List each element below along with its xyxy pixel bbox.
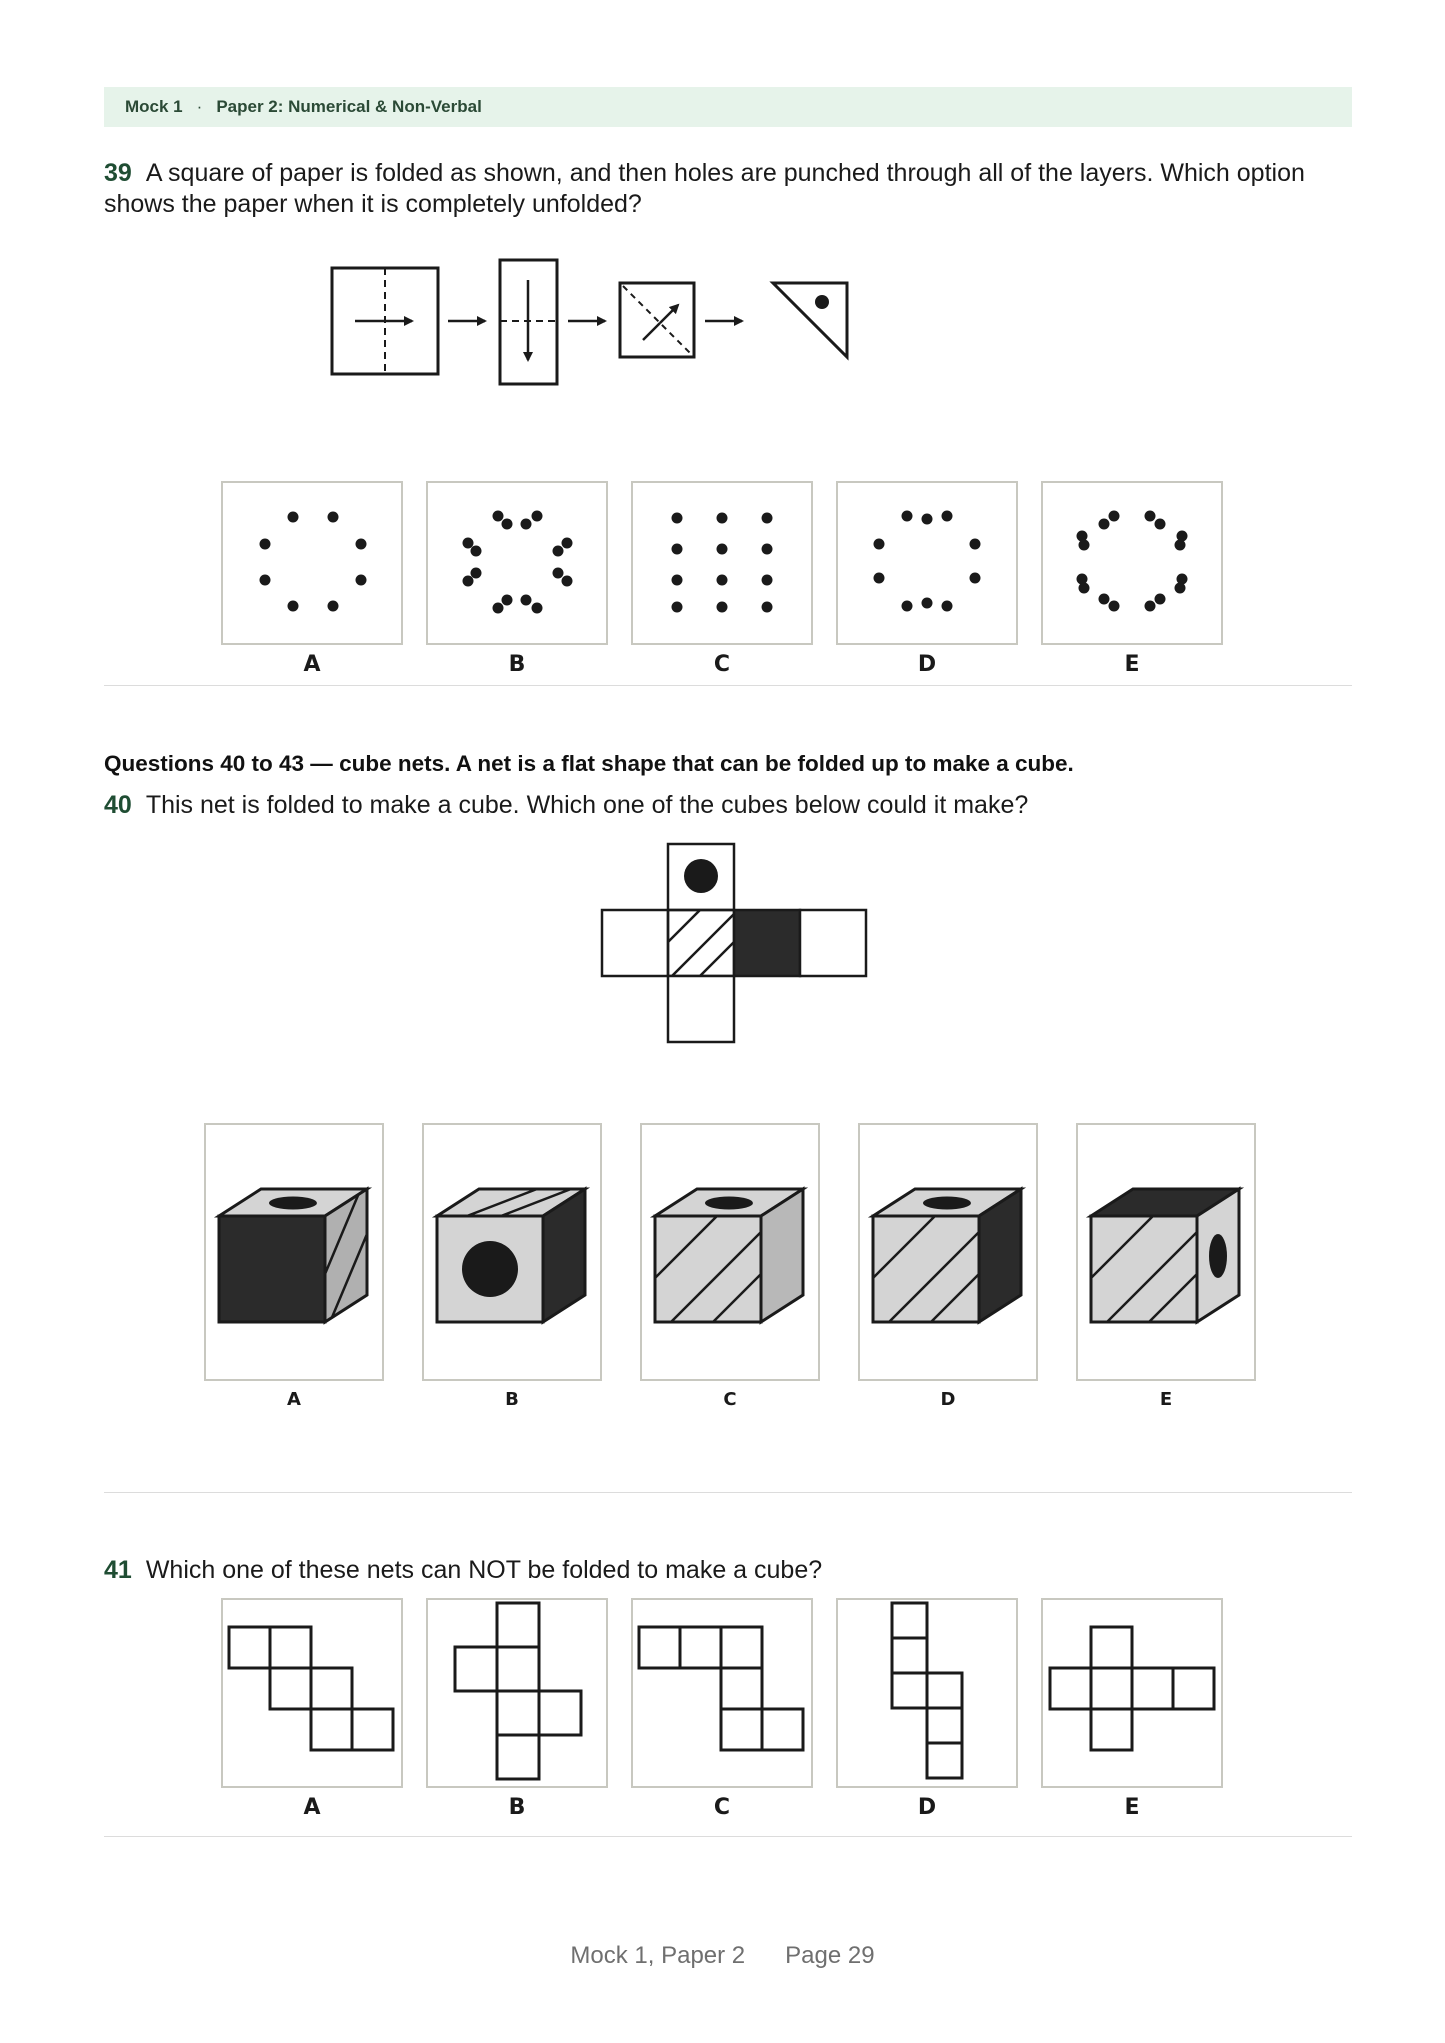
q41-options bbox=[215, 1595, 1235, 1825]
divider bbox=[104, 1492, 1352, 1493]
option-letter: A bbox=[303, 652, 321, 677]
question-text: A square of paper is folded as shown, and then holes are punched through all of the layers. Which option shows the paper when it is completely unfolded? bbox=[104, 159, 1305, 218]
option-letter: E bbox=[1159, 1389, 1173, 1410]
section-intro: Questions 40 to 43 — cube nets. A net is a flat shape that can be folded up to make a cube. bbox=[104, 751, 1074, 776]
question-text: This net is folded to make a cube. Which one of the cubes below could it make? bbox=[145, 791, 1029, 819]
option-letter: C bbox=[713, 1795, 731, 1820]
question-41 bbox=[104, 1555, 1354, 1586]
q39-option-c[interactable] bbox=[632, 482, 812, 677]
q41-option-a[interactable] bbox=[222, 1599, 402, 1820]
q40-options bbox=[200, 1120, 1260, 1420]
q41-option-b[interactable] bbox=[427, 1599, 607, 1820]
option-letter: B bbox=[505, 1389, 519, 1410]
fold-step-4-punched bbox=[773, 283, 847, 357]
question-number: 41 bbox=[104, 1556, 132, 1584]
option-letter: C bbox=[723, 1389, 737, 1410]
question-40 bbox=[104, 790, 1354, 821]
q40-option-a[interactable] bbox=[205, 1124, 383, 1410]
question-number: 39 bbox=[104, 159, 132, 187]
q40-option-c[interactable] bbox=[641, 1124, 819, 1410]
option-letter: D bbox=[917, 652, 937, 677]
folding-sequence-diagram bbox=[320, 250, 860, 400]
divider bbox=[104, 685, 1352, 686]
fold-step-1 bbox=[332, 268, 438, 374]
option-letter: B bbox=[508, 652, 526, 677]
q40-option-d[interactable] bbox=[859, 1124, 1037, 1410]
q39-option-d[interactable] bbox=[837, 482, 1017, 677]
option-letter: D bbox=[917, 1795, 937, 1820]
option-letter: C bbox=[713, 652, 731, 677]
page-footer bbox=[0, 1942, 1445, 1970]
option-letter: A bbox=[303, 1795, 321, 1820]
q39-options bbox=[215, 478, 1235, 683]
running-header bbox=[125, 97, 482, 117]
option-letter: E bbox=[1124, 1795, 1140, 1820]
q41-option-c[interactable] bbox=[632, 1599, 812, 1820]
header-mock: Mock 1 bbox=[125, 97, 183, 116]
footer-paper: Mock 1, Paper 2 bbox=[570, 1942, 746, 1969]
question-text: Which one of these nets can NOT be folded to make a cube? bbox=[145, 1556, 823, 1584]
option-letter: B bbox=[508, 1795, 526, 1820]
q40-option-b[interactable] bbox=[423, 1124, 601, 1410]
page-number: Page 29 bbox=[785, 1942, 875, 1969]
q40-option-e[interactable] bbox=[1077, 1124, 1255, 1410]
fold-step-3 bbox=[620, 283, 694, 357]
option-letter: D bbox=[940, 1389, 956, 1410]
question-number: 40 bbox=[104, 791, 132, 819]
header-separator: · bbox=[196, 97, 203, 116]
q39-option-a[interactable] bbox=[222, 482, 402, 677]
q41-option-e[interactable] bbox=[1042, 1599, 1222, 1820]
cube-net-diagram bbox=[600, 840, 872, 1045]
divider bbox=[104, 1836, 1352, 1837]
fold-step-2 bbox=[500, 260, 557, 384]
question-39 bbox=[104, 158, 1354, 220]
option-letter: E bbox=[1124, 652, 1140, 677]
option-letter: A bbox=[287, 1389, 301, 1410]
header-paper: Paper 2: Numerical & Non-Verbal bbox=[216, 97, 482, 116]
q39-option-b[interactable] bbox=[427, 482, 607, 677]
q41-option-d[interactable] bbox=[837, 1599, 1017, 1820]
q39-option-e[interactable] bbox=[1042, 482, 1222, 677]
